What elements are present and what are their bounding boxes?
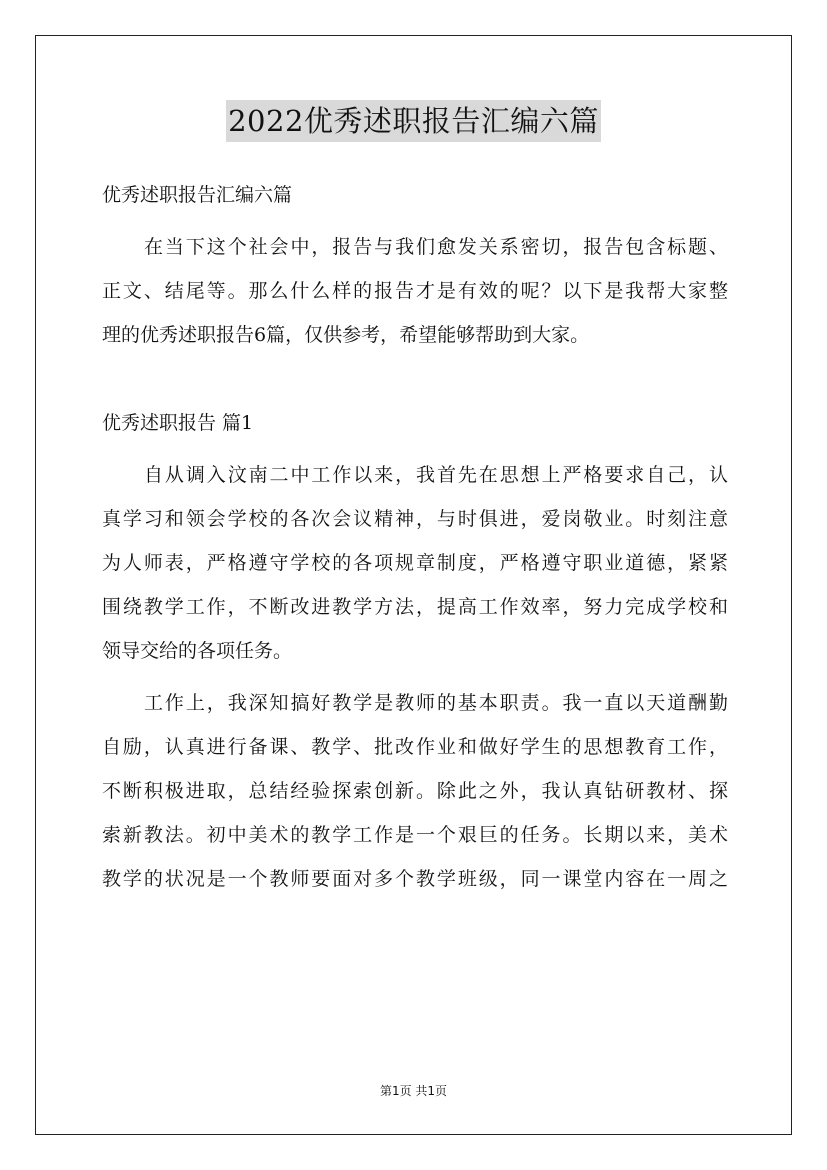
title-container bbox=[0, 100, 827, 142]
paragraph-line: 围绕教学工作，不断改进教学方法，提高工作效率，努力完成学校和 bbox=[102, 596, 728, 618]
document-title: 2022优秀述职报告汇编六篇 bbox=[226, 100, 601, 142]
paragraph-line: 自励，认真进行备课、教学、批改作业和做好学生的思想教育工作， bbox=[102, 736, 728, 758]
page-number-footer: 第1页 共1页 bbox=[379, 1084, 448, 1098]
paragraph-line: 工作上，我深知搞好教学是教师的基本职责。我一直以天道酬勤 bbox=[144, 692, 728, 714]
paragraph-line: 不断积极进取，总结经验探索创新。除此之外，我认真钻研教材、探 bbox=[102, 780, 728, 802]
document-body bbox=[102, 173, 728, 901]
intro-line: 理的优秀述职报告6篇，仅供参考，希望能够帮助到大家。 bbox=[102, 324, 590, 346]
intro-line: 在当下这个社会中，报告与我们愈发关系密切，报告包含标题、 bbox=[144, 236, 728, 258]
paragraph-line: 自从调入汶南二中工作以来，我首先在思想上严格要求自己，认 bbox=[144, 464, 728, 486]
paragraph-line: 真学习和领会学校的各次会议精神，与时俱进，爱岗敬业。时刻注意 bbox=[102, 508, 728, 530]
paragraph-line: 教学的状况是一个教师要面对多个教学班级，同一课堂内容在一周之 bbox=[102, 868, 728, 890]
section-heading: 优秀述职报告 篇1 bbox=[102, 412, 254, 434]
subtitle: 优秀述职报告汇编六篇 bbox=[102, 184, 293, 206]
intro-line: 正文、结尾等。那么什么样的报告才是有效的呢？以下是我帮大家整 bbox=[102, 280, 728, 302]
paragraph-line: 为人师表，严格遵守学校的各项规章制度，严格遵守职业道德，紧紧 bbox=[102, 552, 728, 574]
paragraph-line: 索新教法。初中美术的教学工作是一个艰巨的任务。长期以来，美术 bbox=[102, 824, 728, 846]
paragraph-line: 领导交给的各项任务。 bbox=[102, 640, 293, 662]
